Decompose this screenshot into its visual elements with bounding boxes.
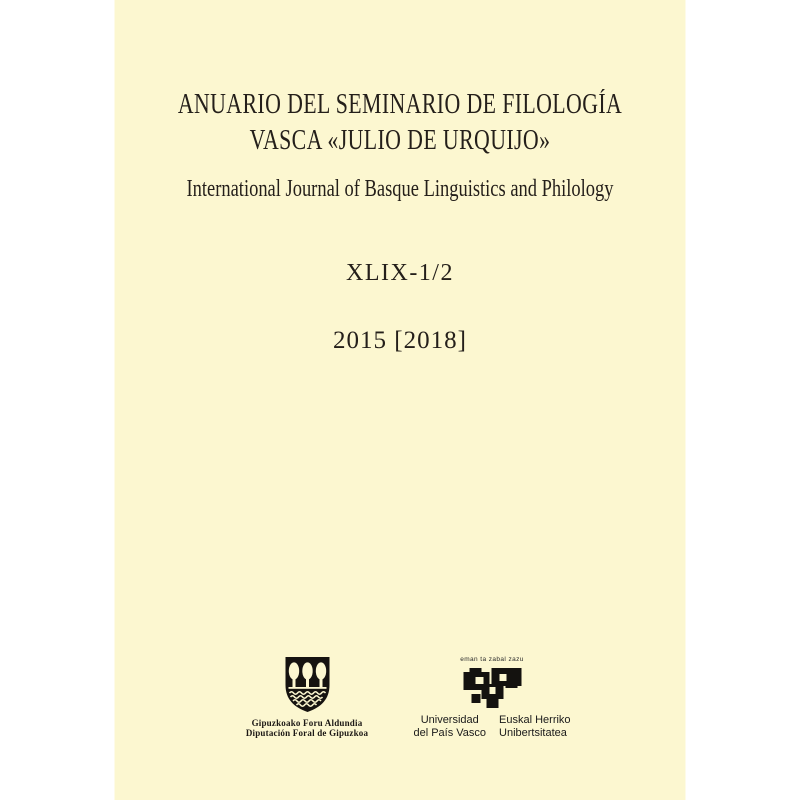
gipuzkoa-name-spanish: Diputación Foral de Gipuzkoa [245,728,369,738]
journal-subtitle: International Journal of Basque Linguistics and Philology [186,176,614,202]
gipuzkoa-names [232,718,383,738]
gipuzkoa-logo [232,657,383,738]
upv-name-basque: Euskal Herriko Unibertsitatea [499,714,571,739]
journal-cover [115,0,686,800]
journal-title-line-1: ANUARIO DEL SEMINARIO DE FILOLOGÍA [177,89,623,120]
upv-ehu-tree-icon [461,666,523,710]
upv-name-spanish: Universidad del País Vasco [413,714,487,739]
gipuzkoa-name-basque: Gipuzkoako Foru Aldundia [251,718,363,728]
upv-names [408,714,577,740]
issue-volume: XLIX-1/2 [346,260,454,286]
issue-year: 2015 [2018] [333,327,467,354]
journal-title-line-2: VASCA «JULIO DE URQUIJO» [249,125,551,156]
upv-ehu-logo [408,656,577,740]
upv-motto: eman ta zabal zazu [460,656,524,663]
gipuzkoa-coat-of-arms-icon [285,657,329,712]
journal-title [115,87,686,159]
